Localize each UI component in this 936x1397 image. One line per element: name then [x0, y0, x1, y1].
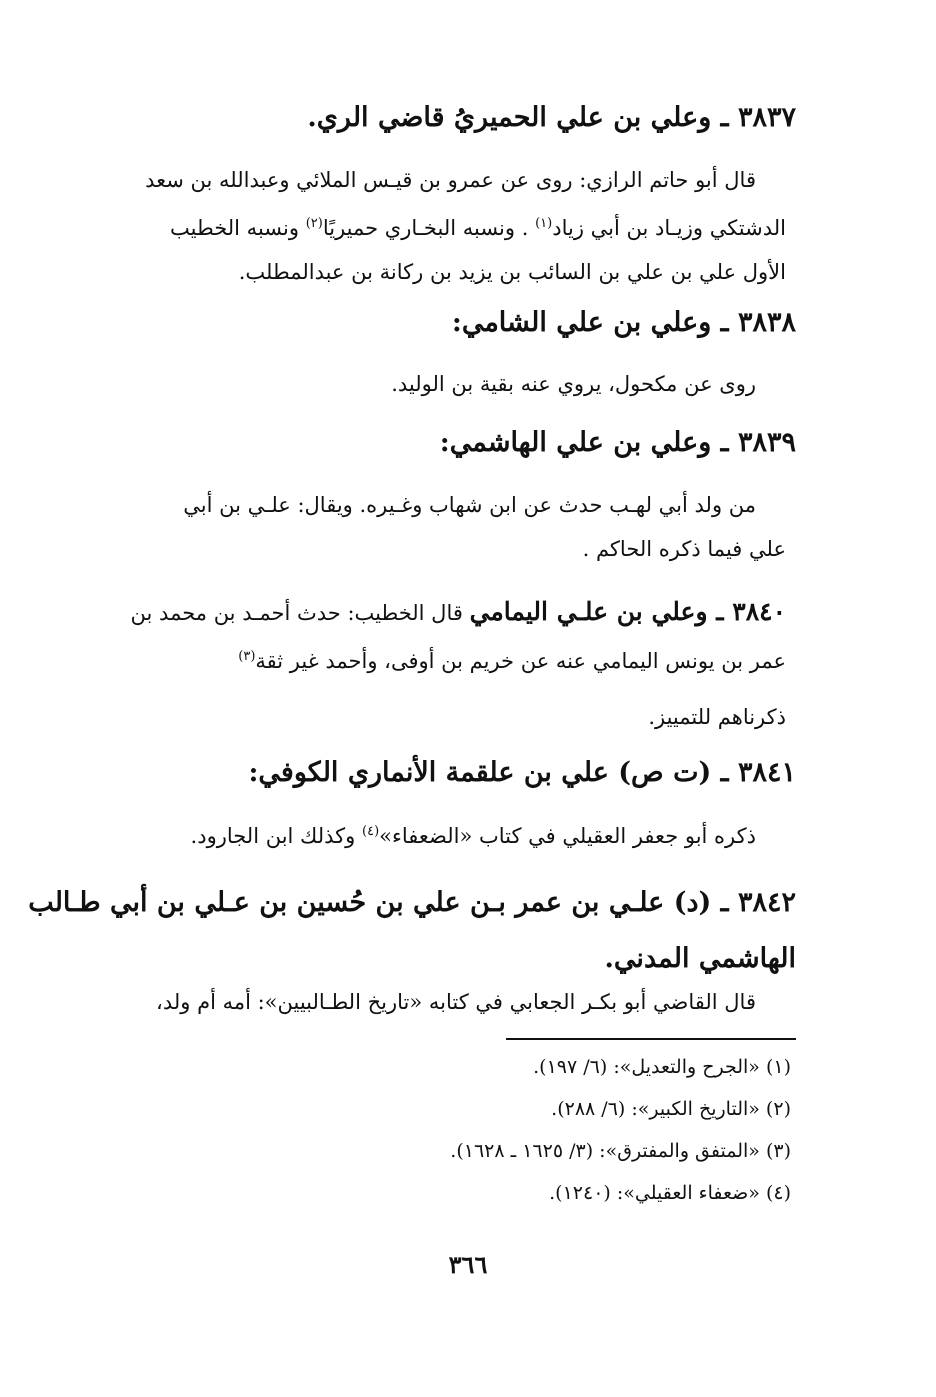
entry-title-3838: ٣٨٣٨ ـ وعلي بن علي الشامي:: [451, 307, 796, 338]
text-line: علي فيما ذكره الحاكم .: [582, 537, 786, 561]
footnote-mark: (١): [535, 216, 553, 231]
entry-body-3841: [86, 810, 786, 858]
entry-body-3839: [86, 483, 786, 571]
entry-title-3839: ٣٨٣٩ ـ وعلي بن علي الهاشمي:: [439, 427, 796, 458]
footnotes: [291, 1046, 791, 1214]
footnote-3: (٣) «المتفق والمفترق»: (٣/ ١٦٢٥ ـ ١٦٢٨).: [450, 1140, 791, 1162]
entry-body-3838: [86, 362, 786, 406]
text-line: [86, 202, 786, 250]
text-line: [86, 590, 786, 635]
text-line: الأول علي بن علي بن السائب بن يزيد بن ركانة بن عبدالمطلب.: [238, 260, 786, 284]
text-segment: الدشتكي وزيـاد بن أبي زياد: [552, 216, 786, 240]
footnote-4: (٤) «ضعفاء العقيلي»: (١٢٤٠).: [549, 1182, 791, 1204]
text-line: ذكرناهم للتمييز.: [648, 705, 786, 729]
entry-body-3840: [86, 590, 786, 739]
footnote-mark: (٤): [362, 824, 380, 839]
entry-title-3842: [28, 875, 796, 987]
text-line: من ولد أبي لهـب حدث عن ابن شهاب وغـيره. ويقال: علـي بن أبي: [183, 493, 756, 517]
entry-body-3837: [86, 158, 786, 294]
text-line: قال القاضي أبو بكـر الجعابي في كتابه «تاريخ الطـالبيين»: أمه أم ولد،: [156, 990, 756, 1014]
page-number: ٣٦٦: [448, 1250, 488, 1279]
entry-title-line: الهاشمي المدني.: [604, 943, 796, 974]
entry-title-3837: ٣٨٣٧ ـ وعلي بن علي الحميريُ قاضي الري.: [307, 102, 796, 133]
footnote-mark: (٢): [305, 216, 323, 231]
entry-body-3842: [86, 980, 786, 1024]
text-line: قال أبو حاتم الرازي: روى عن عمرو بن قيـس الملائي وعبدالله بن سعد: [145, 168, 756, 192]
text-segment: . ونسبه البخـاري حميريًا: [322, 216, 529, 240]
footnote-1: (١) «الجرح والتعديل»: (٦/ ١٩٧).: [533, 1056, 791, 1078]
footnote-mark: (٣): [238, 649, 256, 664]
text-line: روى عن مكحول، يروي عنه بقية بن الوليد.: [391, 372, 756, 396]
footnote-2: (٢) «التاريخ الكبير»: (٦/ ٢٨٨).: [551, 1098, 791, 1120]
text-segment: قال الخطيب: حدث أحمـد بن محمد بن: [130, 601, 463, 625]
text-segment: وكذلك ابن الجارود.: [190, 824, 356, 848]
text-segment: ونسبه الخطيب: [170, 216, 299, 240]
entry-title-3840: ٣٨٤٠ ـ وعلي بن علـي اليمامي: [469, 597, 786, 626]
entry-title-line: ٣٨٤٢ ـ (د) علـي بن عمر بـن علي بن حُسين بن عـلي بن أبي طـالب: [28, 887, 796, 918]
text-segment: ذكره أبو جعفر العقيلي في كتاب «الضعفاء»: [379, 824, 756, 848]
text-line: [86, 810, 786, 858]
entry-title-3841: ٣٨٤١ ـ (ت ص) علي بن علقمة الأنماري الكوفي:: [248, 757, 796, 788]
footnote-separator: [506, 1038, 796, 1040]
text-segment: عمر بن يونس اليمامي عنه عن خريم بن أوفى، وأحمد غير ثقة: [255, 649, 786, 673]
text-line: [86, 635, 786, 683]
